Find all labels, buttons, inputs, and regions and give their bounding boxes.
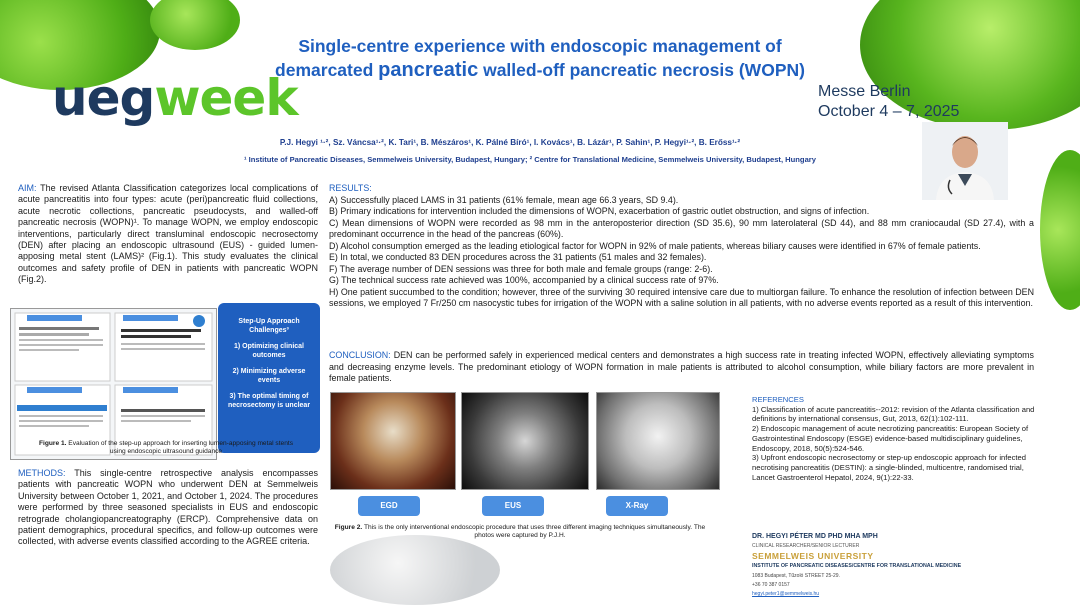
methods-text: This single-centre retrospective analysis encompasses patients with pancreatic WOPN who underwent DEN at Semmelweis University between October 1, 2021, and October 1, 2024. The procedures were performed by three seasoned specialists in EUS and endoscopic retrograde cholangiopancreatography (ERCP). Comprehensive data on patient demographics, procedural specifics, and follow-up outcomes were collected, with adverse events classified according to the AGREE criteria. — [18, 468, 318, 547]
reference-item: 3) Upfront endoscopic necrosectomy or step-up endoscopic approach for infected necrotising pancreatitis (DESTIN): a single-blinded, multicentre, randomised trial, Lancet Gastroenterol Hepatol, 2024, 9(1):22-33. — [752, 453, 1026, 482]
references-section — [752, 395, 1042, 482]
contact-card — [752, 525, 1038, 605]
figure-1-caption-text: Evaluation of the step-up approach for inserting lumen-apposing metal stents using endoscopic ultrasound guidance — [66, 440, 293, 456]
authors-line: P.J. Hegyi ¹·², Sz. Váncsa¹·², K. Tari¹, B. Mészáros¹, K. Pálné Bíró¹, I. Kovács¹, B. Lázár¹, P. Sahin¹, P. Hegyi¹·², B. Erőss¹·² — [279, 138, 741, 147]
egd-label: EGD — [358, 496, 420, 516]
conclusion-heading: CONCLUSION: — [329, 350, 391, 360]
affiliations-line: ¹ Institute of Pancreatic Diseases, Semmelweis University, Budapest, Hungary; ² Centre for Translational Medicine, Semmelweis University, Budapest, Hungary — [244, 155, 816, 164]
result-item: B) Primary indications for intervention included the dimensions of WOPN, exacerbation of gastric outlet obstruction, and signs of infection. — [329, 206, 870, 216]
decorative-pancreas-shape — [330, 535, 500, 605]
result-item: A) Successfully placed LAMS in 31 patients (61% female, mean age 66.3 years, SD 9.4). — [329, 194, 679, 205]
aim-text: The revised Atlanta Classification categorizes local complications of acute pancreatitis into four types: acute (peri)pancreatic fluid collections, acute necrotic collections, pancreatic pseudocysts, and walled-off pancreatic necrosis (WOPN)¹. To manage WOPN, we employ endoscopic interventions, particularly direct transluminal endoscopic necrosectomy (DEN) after placing an endoscopic ultrasound (EUS) - guided lumen-apposing metal stent (LAMS)² (Fig.1). This study evaluates the clinical outcomes and safety profile of DEN in patients with pancreatic WOPN (Fig.2). — [18, 183, 318, 285]
results-heading: RESULTS: — [329, 183, 372, 193]
title-line-2-post: walled-off pancreatic necrosis (WOPN) — [478, 60, 805, 80]
contact-role: CLINICAL RESEARCHER/SENIOR LECTURER — [752, 543, 860, 549]
figure-2-caption-text: This is the only interventional endoscopic procedure that uses three different imaging techniques simultaneously. The photos were captured by P.J.H. — [362, 524, 706, 540]
venue-info — [818, 82, 959, 122]
eus-image — [461, 392, 589, 490]
decorative-blob-right — [1040, 150, 1080, 310]
logo-week: week — [154, 69, 298, 127]
figure-2-label: Figure 2. — [334, 524, 363, 531]
study-articles-montage-icon — [11, 309, 216, 459]
methods-heading: METHODS: — [18, 468, 66, 478]
poster-title — [240, 34, 840, 82]
results-section — [329, 183, 1034, 310]
egd-image — [330, 392, 456, 490]
result-item: E) In total, we conducted 83 DEN procedures across the 31 patients (51 males and 32 females). — [329, 252, 707, 262]
figure-2-caption — [330, 524, 710, 540]
reference-item: 2) Endoscopic management of acute necrotizing pancreatitis: European Society of Gastrointestinal Endoscopy (ESGE) evidence-based multidisciplinary guidelines, Endoscopy, 2018, 50(5):524-546. — [752, 424, 1029, 453]
challenge-item: 3) The optimal timing of necrosectomy is unclear — [227, 393, 311, 409]
conclusion-section — [329, 350, 1034, 385]
ueg-week-logo — [52, 68, 298, 128]
logo-ueg: ueg — [52, 69, 155, 127]
figure-1-label: Figure 1. — [38, 440, 67, 447]
venue-name: Messe Berlin — [818, 83, 911, 100]
xray-image — [596, 392, 720, 490]
result-item: G) The technical success rate achieved was 100%, accompanied by a clinical success rate of 97%. — [329, 275, 719, 285]
xray-label: X-Ray — [606, 496, 668, 516]
challenges-box — [218, 303, 320, 453]
contact-address: 1083 Budapest, Tűzoló STREET 25-29. — [752, 573, 840, 579]
figure-1-image — [10, 308, 217, 460]
contact-institute: INSTITUTE OF PANCREATIC DISEASES/CENTRE FOR TRANSLATIONAL MEDICINE — [752, 563, 962, 569]
title-line-1: Single-centre experience with endoscopic management of — [298, 36, 782, 56]
contact-email[interactable]: hegyi.peter1@semmelweis.hu — [752, 591, 820, 597]
aim-heading: AIM: — [18, 183, 37, 193]
references-heading: REFERENCES — [752, 395, 804, 404]
figure-1-caption — [36, 440, 296, 456]
challenge-item: 1) Optimizing clinical outcomes — [233, 343, 304, 359]
challenge-item: 2) Minimizing adverse events — [232, 368, 306, 384]
eus-label: EUS — [482, 496, 544, 516]
title-line-2 — [240, 58, 840, 82]
decorative-blob-top-left-small — [150, 0, 240, 50]
challenges-title: Step-Up Approach Challenges³ — [238, 318, 300, 334]
result-item: F) The average number of DEN sessions was three for both male and female groups (range: 2-6). — [329, 263, 713, 274]
reference-item: 1) Classification of acute pancreatitis--2012: revision of the Atlanta classification and definitions by international consensus, Gut, 2013, 62(1):102-111. — [752, 404, 1035, 424]
title-line-2-emphasis: pancreatic — [378, 59, 479, 81]
conclusion-text: DEN can be performed safely in experienced medical centers and demonstrates a high success rate in treating infected WOPN, effectively alleviating symptoms and decreasing enzyme levels. The predominant etiology of WOPN formation in male patients is attributed to alcohol consumption, while biliary factors are more prevalent in female patients. — [329, 350, 1034, 383]
methods-section — [18, 468, 318, 548]
result-item: C) Mean dimensions of WOPN were recorded as 98 mm in the anteroposterior direction (SD 35.6), 90 mm laterolateral (SD 44), and 88 mm craniocaudal (SD 27.4), with a predominant occurrence in the head of the pancreas (60%). — [329, 217, 1034, 239]
contact-phone: +36 70 387 0157 — [752, 582, 790, 588]
venue-dates: October 4 – 7, 2025 — [818, 103, 960, 120]
contact-university: SEMMELWEIS UNIVERSITY — [752, 551, 874, 561]
result-item: H) One patient succumbed to the condition; however, three of the surviving 30 required intensive care due to multiorgan failure. To enhance the resolution of infection between DEN sessions, we employed 7 Fr/250 cm nasocystic tubes for irrigation of the WOPN with a saline solution in all patients, with no adverse events reported as a result of this intervention. — [329, 286, 1034, 308]
title-line-2-pre: demarcated — [275, 60, 379, 80]
aim-section — [18, 183, 318, 286]
result-item: D) Alcohol consumption emerged as the leading etiological factor for WOPN in 92% of male patients, whereas biliary causes were identified in 67% of female patients. — [329, 240, 981, 251]
contact-name: DR. HEGYI PÉTER MD PHD MHA MPH — [752, 533, 878, 540]
